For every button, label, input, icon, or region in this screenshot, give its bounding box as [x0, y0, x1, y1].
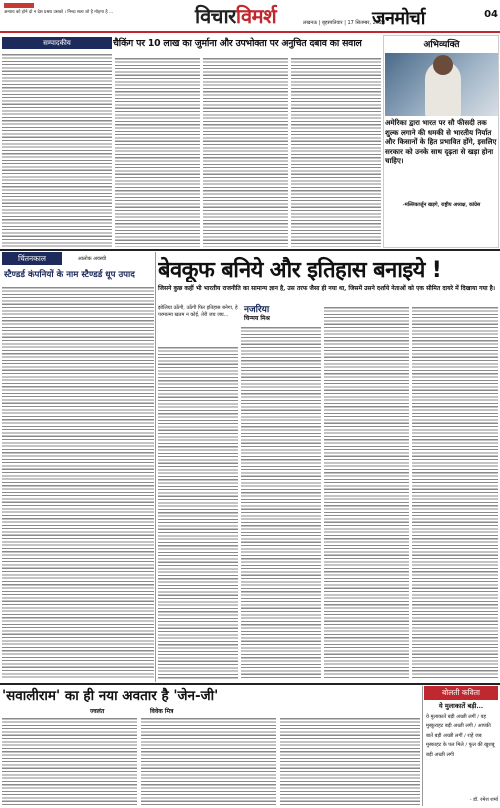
masthead-rule — [0, 31, 500, 33]
lead-col-1 — [158, 345, 238, 680]
editorial-col-4 — [291, 56, 381, 247]
dateline: लखनऊ | बृहस्पतिवार | 17 सितम्बर, 2020 — [303, 20, 386, 26]
chitankan-body — [2, 285, 154, 680]
column-author: चिन्मय मिश्र — [244, 315, 270, 322]
bottom-col-2 — [141, 716, 276, 806]
poem-box-title: ये मुलाकातें बड़ी... — [438, 702, 484, 710]
bottom-story-title: 'सवालीराम' का ही नया अवतार है 'जेन-जी' — [2, 688, 219, 704]
section-divider-bottom — [0, 683, 500, 685]
bottom-column-rule — [422, 686, 423, 806]
column-label: नजरिया — [244, 305, 270, 315]
lead-col-2 — [241, 325, 321, 680]
bottom-col-1 — [2, 716, 137, 806]
poem-box-author: - डॉ. रमेश शर्मा — [469, 797, 498, 803]
section-divider — [0, 249, 500, 251]
chitankan-byline: आलोक अवस्थी — [77, 256, 107, 262]
masthead-tagline: अन्याय को होने दो न देश प्रश्रय उसको । निन्दा सत्य जो है मोहमा है ... — [4, 10, 114, 15]
chitankan-title: स्टैण्डर्ड कंपनियों के नाम स्टैण्डर्ड धूप उपाद — [4, 270, 135, 280]
bottom-column-author: विवेक मित्र — [150, 708, 174, 715]
lead-col-3 — [324, 305, 409, 680]
lead-col-4 — [412, 305, 498, 680]
editorial-col-1 — [2, 52, 112, 247]
section-title-part-a: विचार — [195, 4, 236, 28]
section-title-part-b: विमर्श — [235, 4, 277, 28]
lead-story-poem: झोलिया उठेंगी, उठेंगी फिर इतिहास बनेगा, हे परमात्मा खतम न कोई, तेरी जय जय... — [158, 305, 238, 318]
lead-story-title: बेवकूफ बनिये और इतिहास बनाइये ! — [158, 258, 442, 282]
editorial-title: चैकिंग पर 10 लाख का जुर्माना और उपभोक्ता पर अनुचित दबाव का सवाल — [113, 38, 362, 49]
section-title — [195, 2, 305, 32]
editorial-col-2 — [115, 56, 200, 247]
bottom-col-3 — [280, 716, 420, 806]
page-number: 04 — [484, 9, 498, 20]
bottom-column-label: ज्वलंत — [90, 708, 105, 715]
quote-box-header: अभिव्यक्ति — [423, 40, 460, 50]
poem-box-verses: ये मुलाकातें बड़ी अच्छी लगीं / वह मुस्कुराहट बड़ी अच्छी लगी / आपकी बातें बड़ी अच्छी लगीं / राहें जब मुस्काहट के पल मिले / फूल की खुशबू बड़ी अच्छी लगी — [426, 714, 495, 758]
paper-name: जनमोर्चा — [372, 8, 425, 29]
editorial-header: सम्पादकीय — [2, 37, 112, 49]
masthead-accent — [4, 3, 34, 8]
quote-author: -मल्लिकार्जुन खड़गे, राष्ट्रीय अध्यक्ष, कांग्रेस — [402, 202, 481, 208]
column-rule — [155, 252, 156, 682]
poem-box-header: बोलती कविता — [424, 686, 498, 700]
quote-text: अमेरिका द्वारा भारत पर सौ फीसदी तक शुल्क लगाने की धमकी से भारतीय निर्यात और किसानों के हित प्रभावित होंगे, इसलिए सरकार को उनके साथ दृढ़ता से खड़ा होना चाहिए। — [385, 118, 497, 165]
chitankan-header: चिंतनकाल — [2, 252, 62, 265]
editorial-col-3 — [203, 56, 288, 247]
speaker-photo — [385, 53, 498, 116]
lead-story-kicker: जिसने कुछ कहीं भी भारतीय राजनीति का सामान्य ज्ञान है, उस तरफ जैसा ही नया था, जिसमें उसने दर्शाये नेताओं को एक सीमित दायरे में दिखाया गया है। — [158, 285, 496, 292]
